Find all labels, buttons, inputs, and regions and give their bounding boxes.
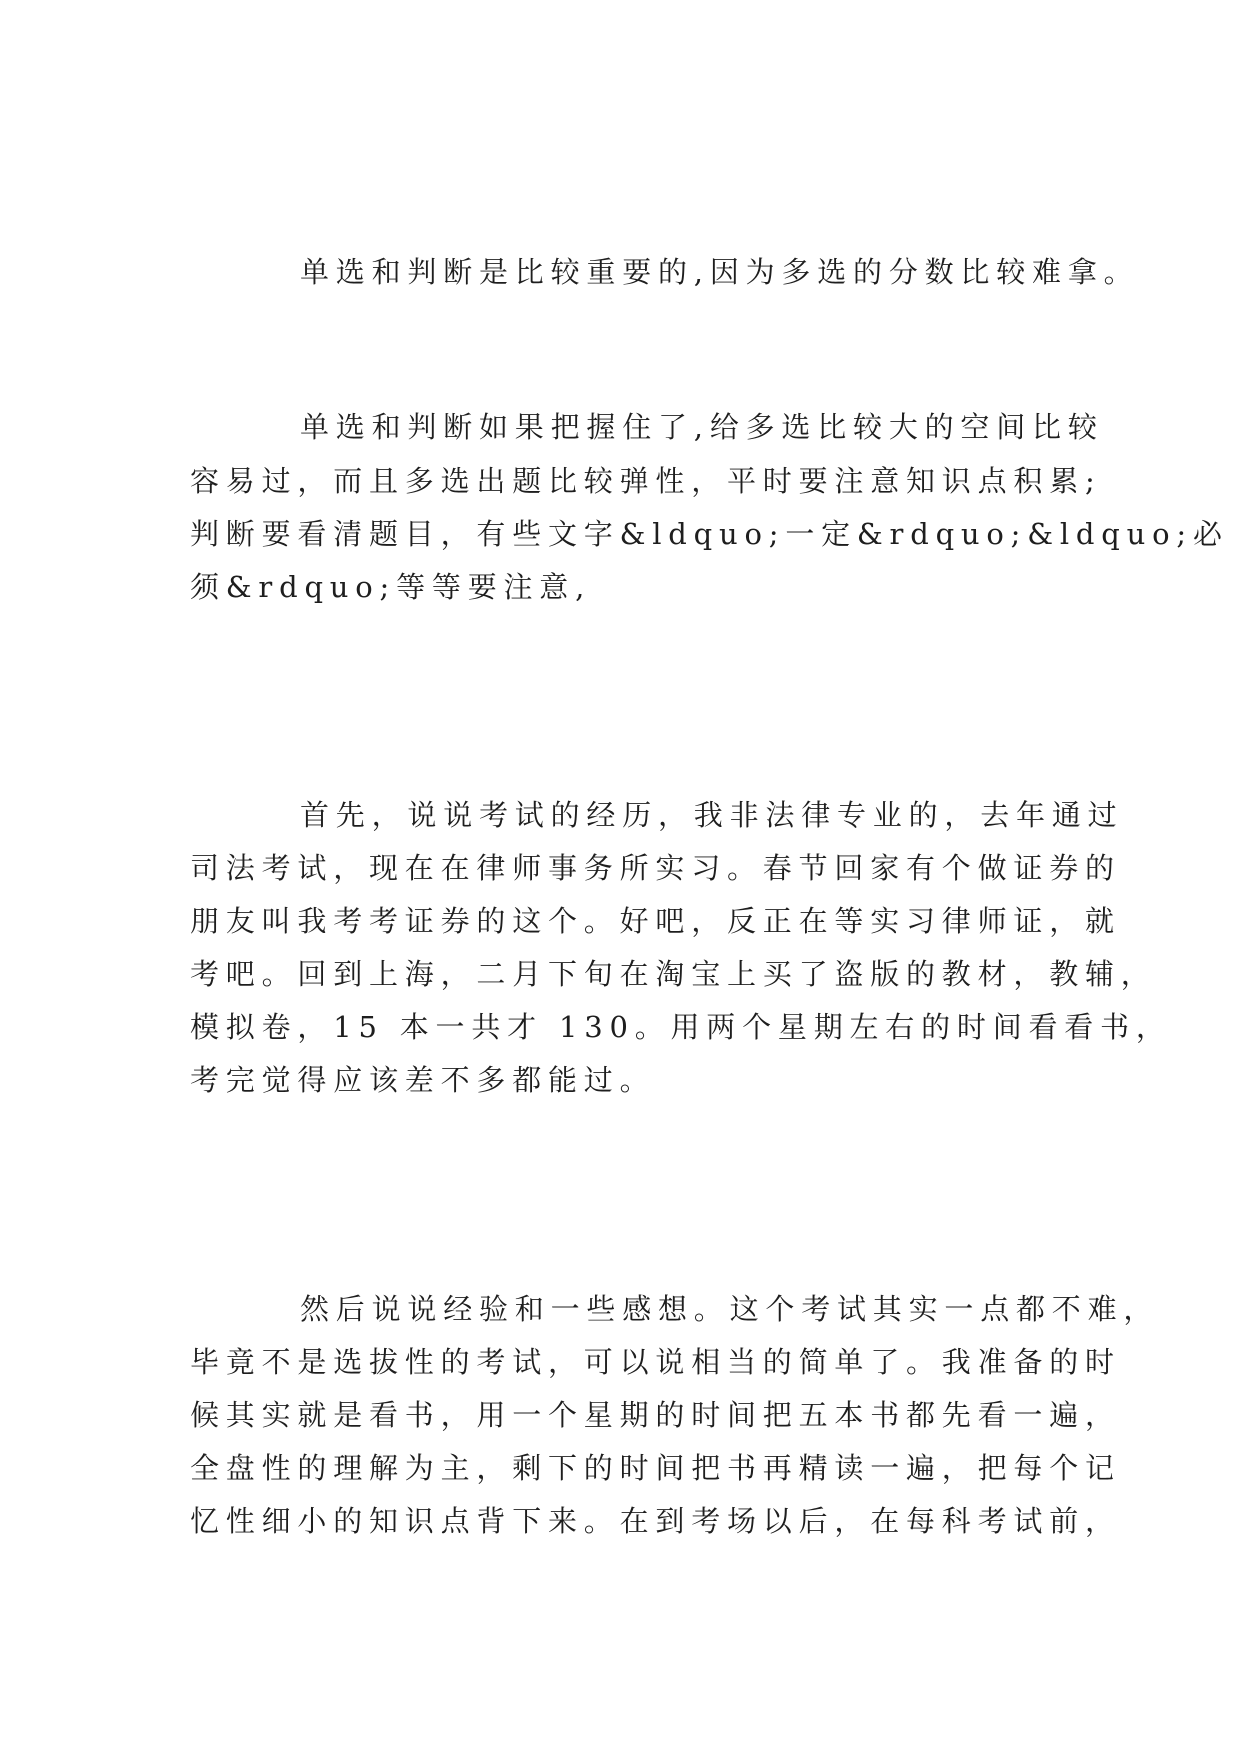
- paragraph-3-line-3: 朋友叫我考考证券的这个。好吧，反正在等实习律师证，就: [190, 904, 1121, 938]
- paragraph-3-line-5: 模拟卷，15 本一共才 130。用两个星期左右的时间看看书，: [190, 1010, 1172, 1044]
- paragraph-4-line-2: 毕竟不是选拔性的考试，可以说相当的简单了。我准备的时: [190, 1345, 1121, 1379]
- paragraph-2-line-4: 须&rdquo;等等要注意,: [190, 570, 592, 604]
- paragraph-3-line-6: 考完觉得应该差不多都能过。: [190, 1063, 656, 1097]
- paragraph-4-line-4: 全盘性的理解为主，剩下的时间把书再精读一遍，把每个记: [190, 1451, 1121, 1485]
- paragraph-2-line-2: 容易过，而且多选出题比较弹性，平时要注意知识点积累;: [190, 464, 1102, 498]
- paragraph-4-line-5: 忆性细小的知识点背下来。在到考场以后，在每科考试前，: [190, 1504, 1121, 1538]
- paragraph-2-line-3: 判断要看清题目，有些文字&ldquo;一定&rdquo;&ldquo;必: [190, 517, 1229, 551]
- paragraph-4-line-1: 然后说说经验和一些感想。这个考试其实一点都不难，: [300, 1292, 1160, 1326]
- paragraph-2-line-1: 单选和判断如果把握住了,给多选比较大的空间比较: [300, 410, 1104, 444]
- paragraph-3-line-1: 首先，说说考试的经历，我非法律专业的，去年通过: [300, 798, 1124, 832]
- paragraph-3-line-2: 司法考试，现在在律师事务所实习。春节回家有个做证券的: [190, 851, 1121, 885]
- paragraph-4-line-3: 候其实就是看书，用一个星期的时间把五本书都先看一遍，: [190, 1398, 1121, 1432]
- paragraph-3-line-4: 考吧。回到上海，二月下旬在淘宝上买了盗版的教材，教辅，: [190, 957, 1157, 991]
- paragraph-1-line-1: 单选和判断是比较重要的,因为多选的分数比较难拿。: [300, 255, 1140, 289]
